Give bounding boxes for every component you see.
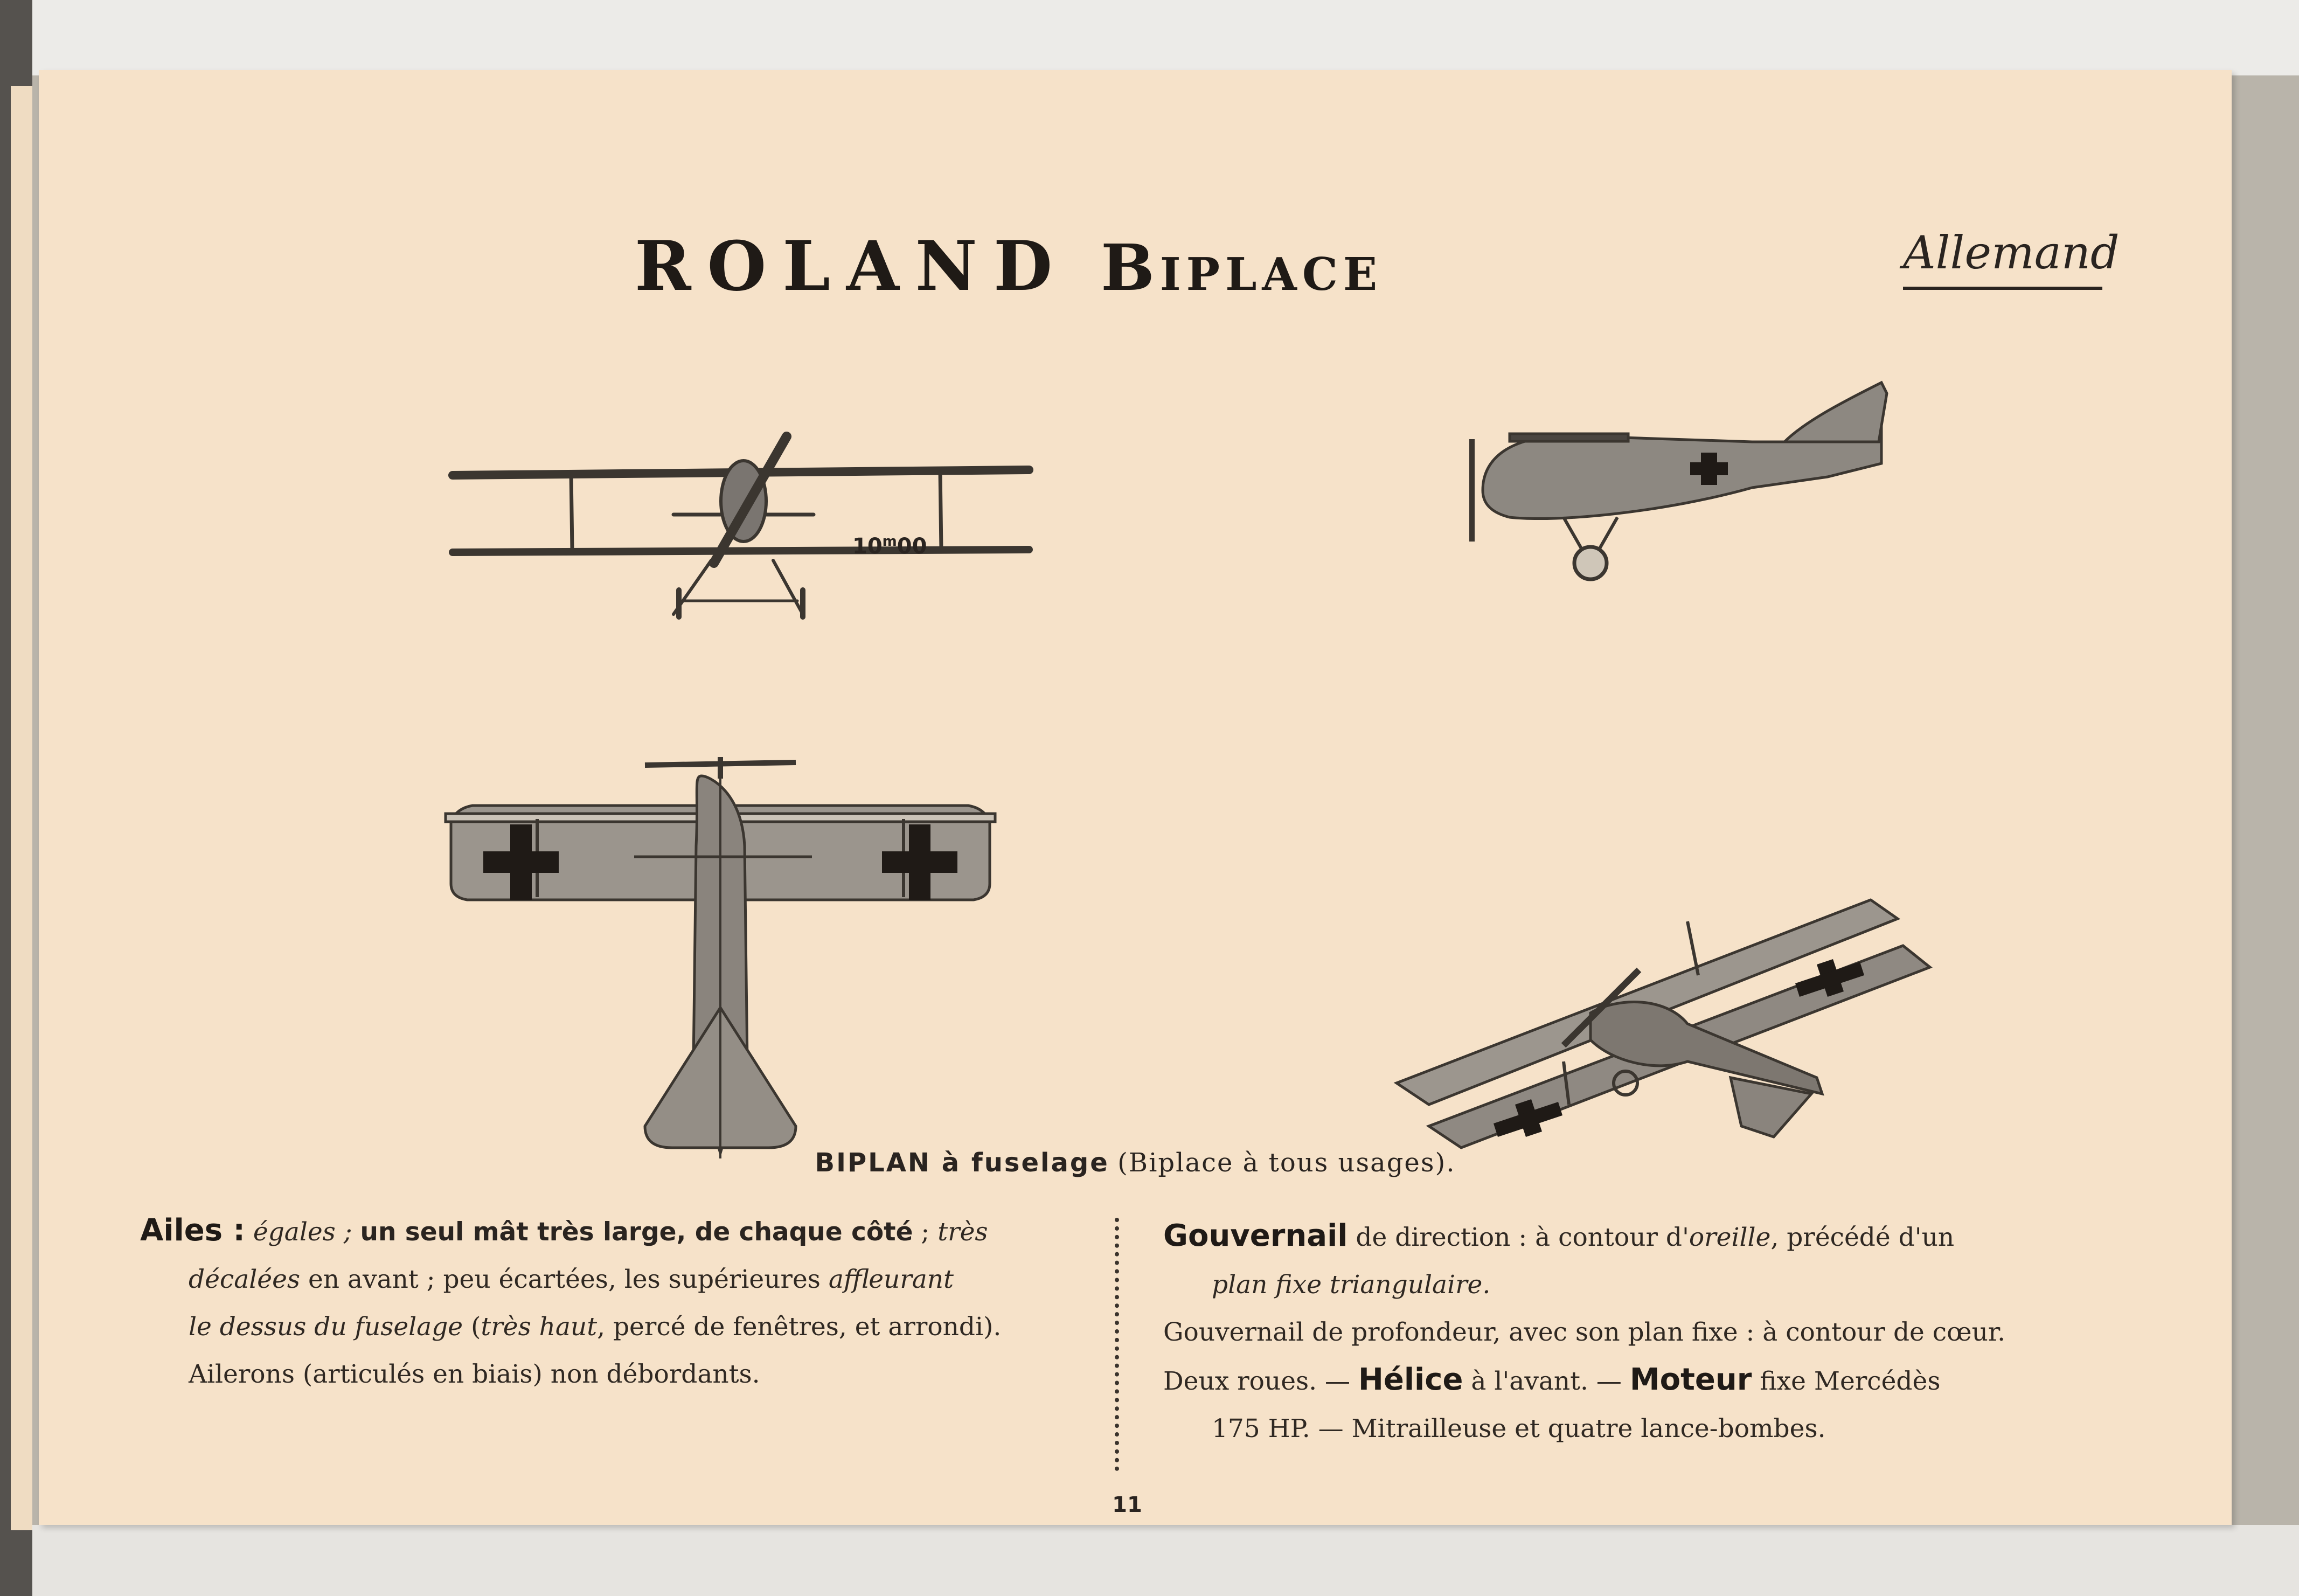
wings-text: Ailerons (articulés en biais) non débordants. [189, 1359, 760, 1389]
wings-text: très haut [481, 1312, 598, 1342]
scan-background-bottom [0, 1525, 2299, 1596]
wings-text: égales ; [253, 1217, 352, 1247]
rudder-engine-description [1163, 1212, 2171, 1453]
wingspan-decimals: 00 [897, 534, 927, 559]
rudder-heading: Gouvernail [1163, 1218, 1348, 1253]
wings-description [140, 1207, 1110, 1398]
wings-text: ( [471, 1312, 481, 1342]
wings-text: ; [921, 1217, 930, 1247]
nationality-label: Allemand [1903, 226, 2102, 290]
rudder-text: oreille [1689, 1223, 1771, 1252]
wings-text: décalées [189, 1265, 301, 1294]
title-aircraft-type: Biplace [1101, 230, 1383, 305]
wings-text: le dessus du fuselage [189, 1312, 463, 1342]
column-divider [1115, 1218, 1119, 1471]
previous-page-edge [11, 86, 32, 1530]
top-view-drawing [440, 684, 1001, 1169]
caption-type: BIPLAN à fuselage [815, 1148, 1109, 1178]
wings-heading: Ailes : [140, 1213, 245, 1248]
engine-text: fixe Mercédès [1760, 1366, 1941, 1396]
perspective-view-drawing [1386, 824, 1957, 1169]
elevator-text: Gouvernail de profondeur, avec son plan fixe : à contour de cœur. [1163, 1317, 2006, 1347]
propeller-heading: Hélice [1358, 1362, 1463, 1397]
wheels-text: Deux roues. — [1163, 1366, 1351, 1396]
wings-text: , percé de fenêtres, et arrondi). [597, 1312, 1002, 1342]
wings-text: très [937, 1217, 988, 1247]
page-number: 11 [1112, 1493, 1142, 1517]
wings-text: en avant ; peu écartées, les supérieures [308, 1265, 821, 1294]
wings-text: affleurant [828, 1265, 954, 1294]
page [39, 70, 2232, 1525]
front-view-drawing [447, 388, 1040, 630]
rudder-text: de direction : à contour d' [1356, 1223, 1689, 1252]
engine-heading: Moteur [1629, 1362, 1752, 1397]
wingspan-unit: m [882, 533, 897, 550]
rudder-text: plan fixe triangulaire. [1212, 1270, 1491, 1300]
page-title [39, 226, 1978, 306]
side-view-drawing [1450, 361, 1925, 609]
wingspan-value: 10 [852, 534, 883, 559]
engine-armament-text: 175 HP. — Mitrailleuse et quatre lance-bombes. [1212, 1414, 1826, 1444]
rudder-text: , précédé d'un [1770, 1223, 1955, 1252]
aircraft-type-caption [39, 1148, 2232, 1178]
wings-text: un seul mât très large, de chaque côté [360, 1217, 913, 1247]
title-aircraft-name: ROLAND [634, 226, 1069, 306]
wingspan-label [852, 533, 927, 559]
scan-background-top [0, 0, 2299, 75]
caption-usage: (Biplace à tous usages). [1117, 1148, 1456, 1178]
propeller-text: à l'avant. — [1471, 1366, 1622, 1396]
